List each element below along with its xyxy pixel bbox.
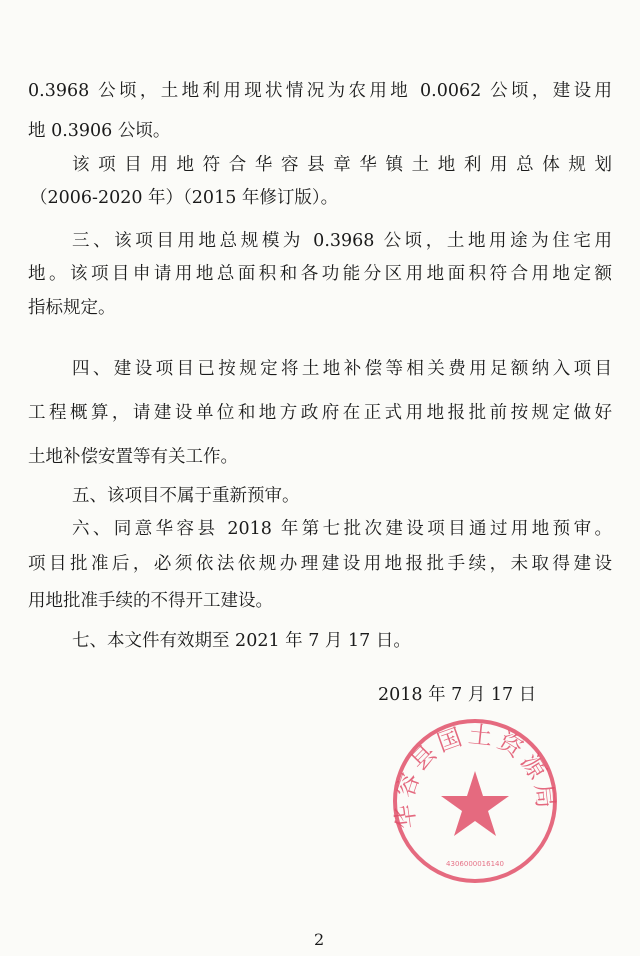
body-line: 地 0.3906 公顷。 [28, 121, 171, 141]
body-line: 土地补偿安置等有关工作。 [28, 447, 238, 467]
body-line: 三、该项目用地总规模为 0.3968 公顷，土地用途为住宅用 [72, 231, 612, 251]
body-line: 该项目用地符合华容县章华镇土地利用总体规划 [72, 155, 612, 175]
body-line: （2006-2020 年）（2015 年修订版）。 [30, 188, 339, 208]
body-line: 四、建设项目已按规定将土地补偿等相关费用足额纳入项目 [72, 359, 612, 379]
body-line: 七、本文件有效期至 2021 年 7 月 17 日。 [72, 631, 411, 651]
star-icon [441, 771, 509, 836]
body-line: 用地批准手续的不得开工建设。 [28, 591, 273, 611]
seal-number: 4306000016140 [446, 860, 504, 868]
body-line: 工程概算，请建设单位和地方政府在正式用地报批前按规定做好 [28, 403, 612, 423]
body-line: 六、同意华容县 2018 年第七批次建设项目通过用地预审。 [72, 519, 612, 539]
body-line: 地。该项目申请用地总面积和各功能分区用地面积符合用地定额 [28, 264, 612, 284]
official-seal [390, 716, 560, 886]
body-line: 五、该项目不属于重新预审。 [72, 486, 300, 506]
page-number: 2 [314, 930, 325, 949]
body-line: 0.3968 公顷，土地利用现状情况为农用地 0.0062 公顷，建设用 [28, 81, 612, 101]
document-date: 2018 年 7 月 17 日 [378, 685, 537, 705]
seal-text: 华容县国土资源局 [390, 720, 560, 831]
body-line: 指标规定。 [28, 298, 116, 318]
body-line: 项目批准后，必须依法依规办理建设用地报批手续，未取得建设 [28, 554, 612, 574]
